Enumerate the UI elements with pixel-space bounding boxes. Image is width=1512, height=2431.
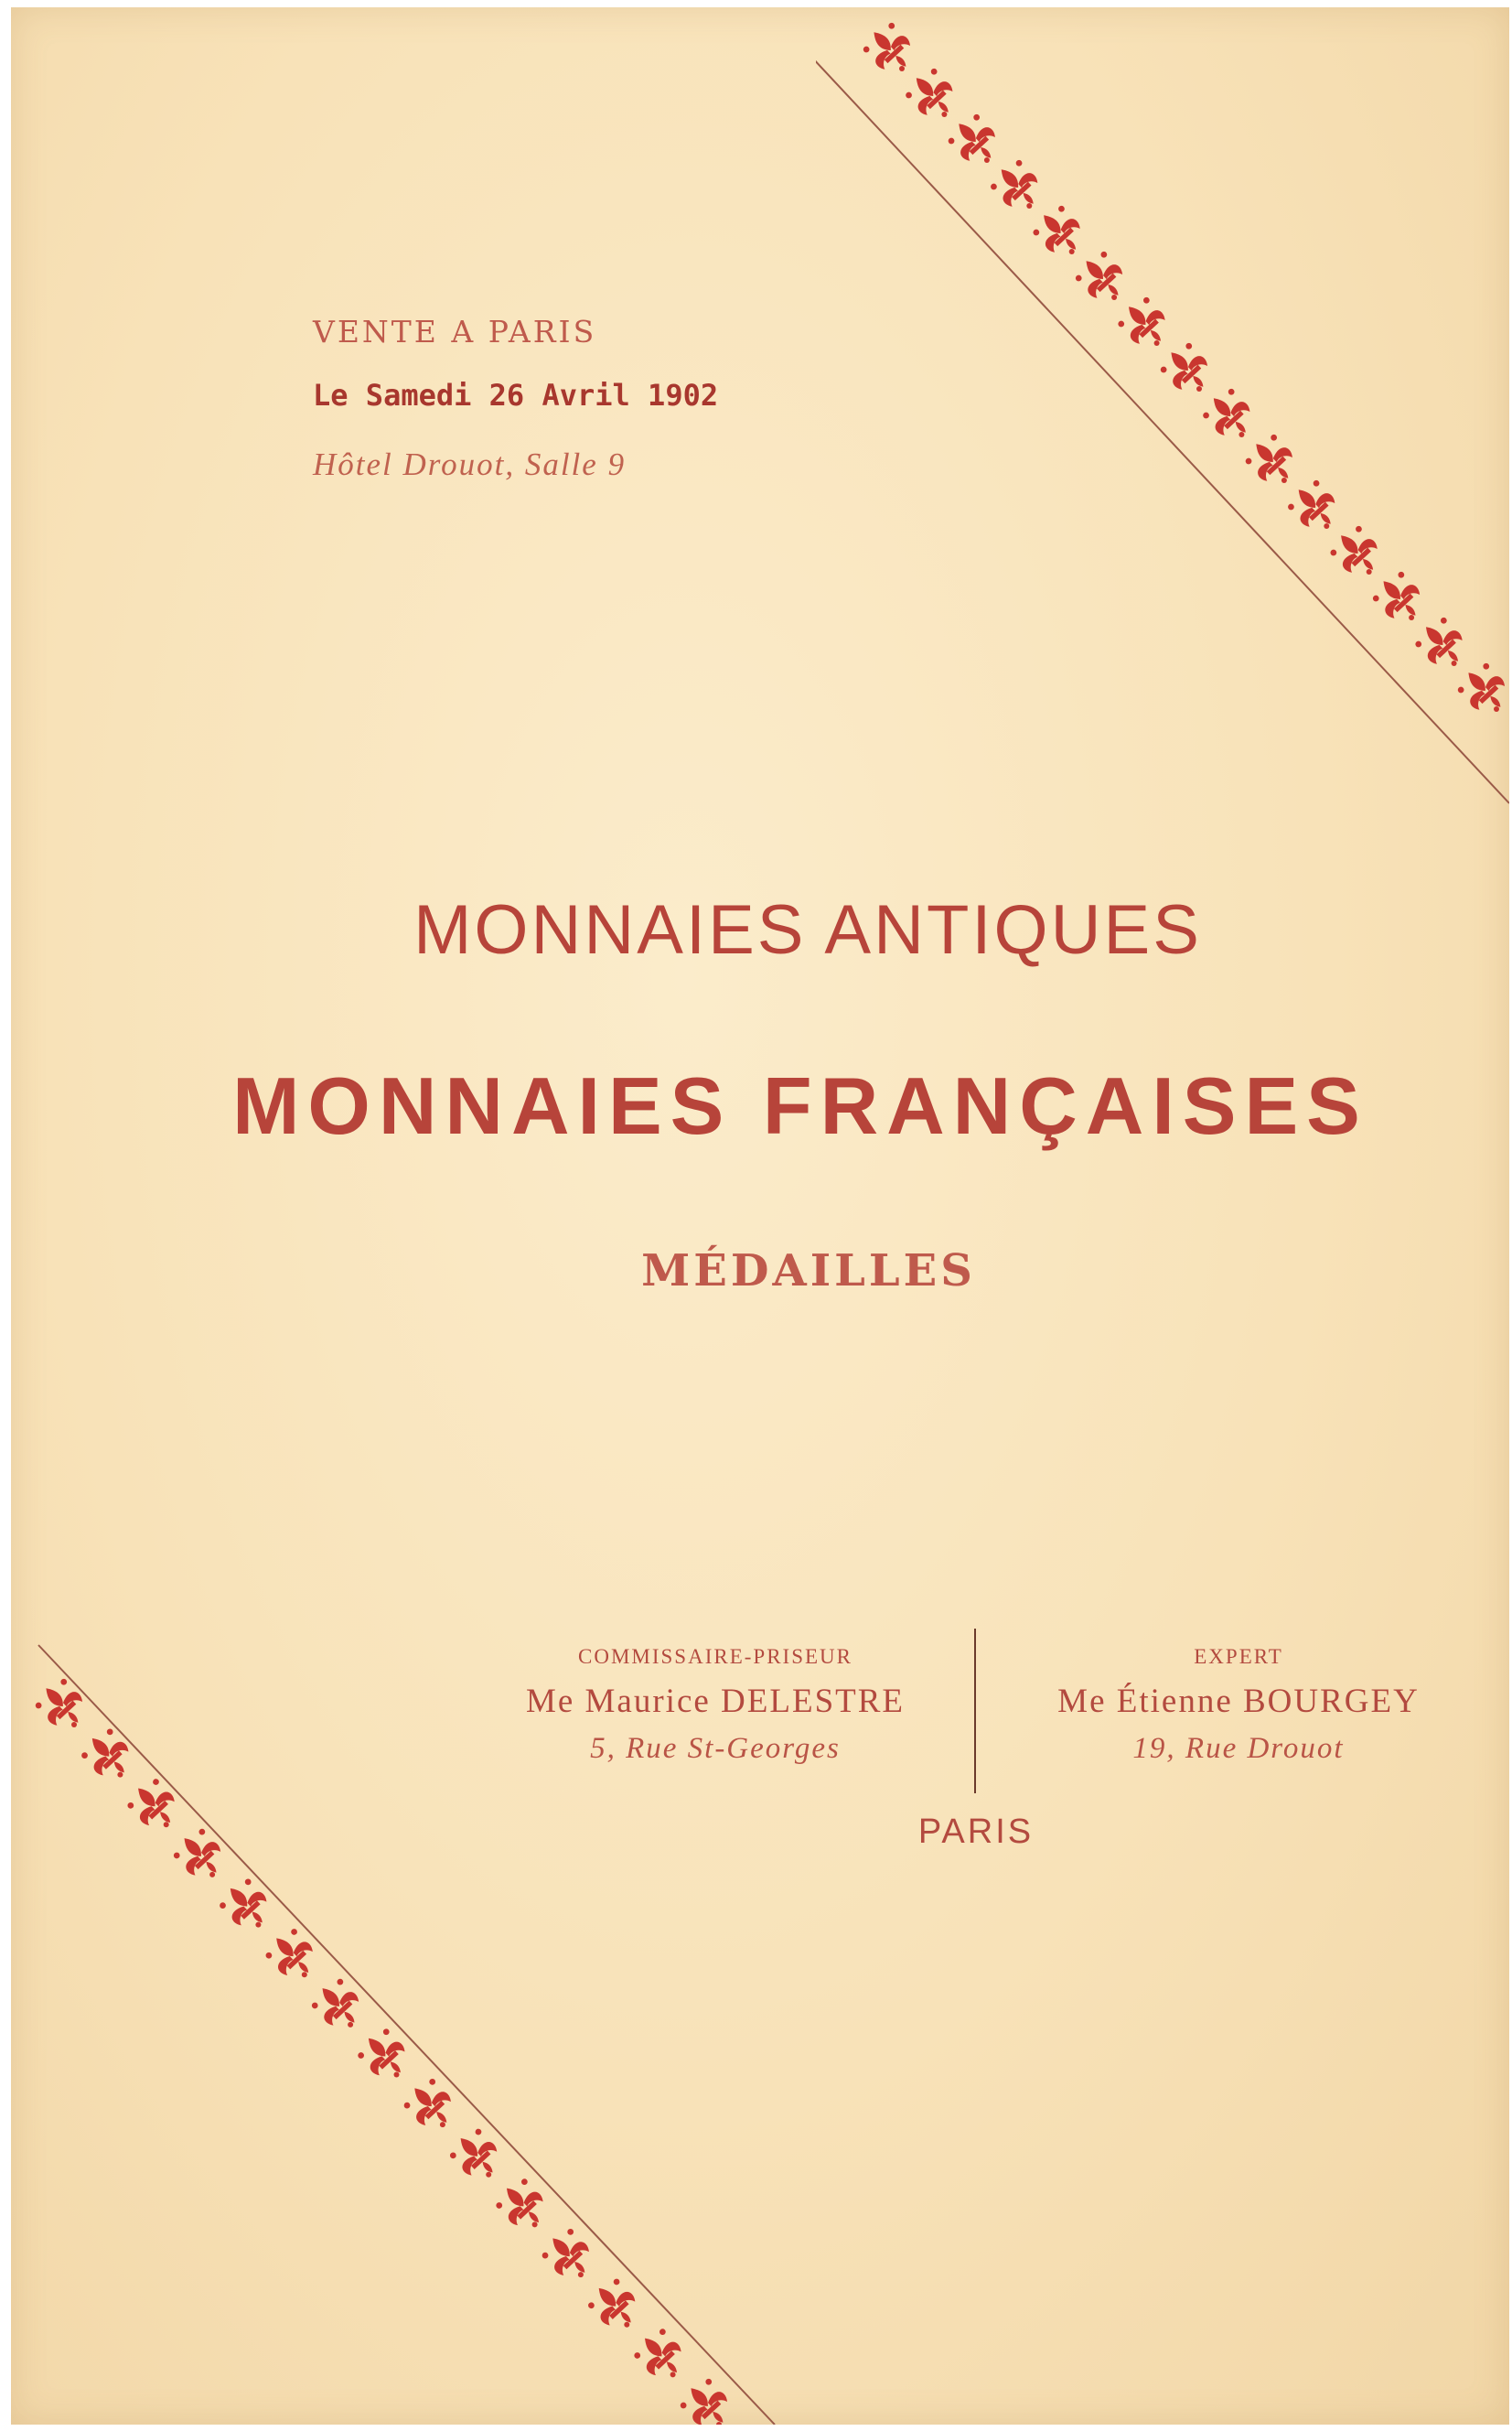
vine-dot-ornament: [899, 66, 905, 71]
fleur-de-lis-ornament: [31, 1674, 93, 1737]
vine-dot-ornament: [1111, 295, 1117, 300]
fleur-de-lis-ornament: [859, 18, 921, 81]
fleur-de-lis-ornament: [216, 1875, 278, 1937]
vine-dot-ornament: [1494, 706, 1499, 712]
vine-dot-ornament: [670, 2372, 676, 2377]
vine-dot-ornament: [486, 2172, 491, 2178]
fleur-de-lis-ornament: [986, 156, 1048, 218]
top-right-fleur-border: [816, 7, 1509, 812]
vine-dot-ornament: [624, 2322, 629, 2328]
fleur-de-lis-ornament: [1241, 430, 1303, 492]
sale-location: VENTE A PARIS: [313, 314, 597, 350]
vine-dot-ornament: [394, 2072, 400, 2078]
vine-dot-ornament: [716, 2422, 722, 2425]
fleur-de-lis-ornament: [1156, 339, 1218, 401]
vine-dot-ornament: [71, 1722, 77, 1727]
vine-dot-ornament: [1069, 249, 1075, 254]
publisher-city: PARIS: [917, 1812, 1035, 1851]
sale-date: Le Samedi 26 Avril 1902: [313, 378, 719, 413]
fleur-de-lis-ornament: [902, 64, 964, 126]
vine-dot-ornament: [1452, 661, 1457, 666]
vine-dot-ornament: [1196, 386, 1202, 392]
fleur-de-lis-ornament: [944, 110, 1006, 172]
title-medailles: MÉDAILLES: [641, 1245, 976, 1296]
vine-dot-ornament: [1026, 203, 1032, 209]
fleur-de-lis-ornament: [1199, 384, 1261, 446]
fleur-de-lis-ornament: [307, 1974, 370, 2037]
vine-dot-ornament: [1281, 478, 1287, 483]
vine-dot-ornament: [1324, 523, 1329, 529]
vine-dot-ornament: [532, 2221, 538, 2227]
vine-dot-ornament: [302, 1972, 307, 1977]
expert-name: Me Étienne BOURGEY: [1057, 1683, 1420, 1720]
fleur-de-lis-ornament: [262, 1924, 324, 1986]
fleur-de-lis-ornament: [630, 2324, 692, 2386]
vine-dot-ornament: [578, 2272, 584, 2277]
fleur-de-lis-ornament: [78, 1725, 140, 1787]
catalogue-cover: [11, 7, 1509, 2425]
title-monnaies-antiques: MONNAIES ANTIQUES: [413, 891, 1202, 969]
fleur-de-lis-ornament: [1071, 247, 1133, 309]
vine-dot-ornament: [984, 157, 990, 163]
fleur-de-lis-ornament: [123, 1774, 186, 1836]
venue: Hôtel Drouot, Salle 9: [313, 446, 627, 482]
fleur-de-lis-ornament: [492, 2174, 554, 2236]
vine-dot-ornament: [1154, 340, 1160, 346]
expert-role: EXPERT: [1194, 1645, 1283, 1668]
fleur-de-lis-ornament: [584, 2275, 646, 2337]
auctioneer-name: Me Maurice DELESTRE: [525, 1683, 906, 1720]
vine-dot-ornament: [440, 2122, 445, 2127]
fleur-de-lis-ornament: [169, 1824, 231, 1887]
vine-dot-ornament: [348, 2022, 353, 2028]
column-divider: [974, 1629, 976, 1793]
fleur-de-lis-ornament: [1326, 522, 1389, 584]
vine-dot-ornament: [164, 1822, 169, 1827]
vine-dot-ornament: [1239, 432, 1244, 437]
vine-dot-ornament: [941, 112, 947, 117]
fleur-de-lis-ornament: [1283, 476, 1346, 538]
auctioneer-address: 5, Rue St-Georges: [590, 1732, 841, 1765]
fleur-de-lis-ornament: [676, 2374, 738, 2425]
fleur-de-lis-ornament: [445, 2124, 508, 2187]
vine-dot-ornament: [1367, 569, 1372, 575]
fleur-de-lis-ornament: [1114, 293, 1176, 355]
fleur-de-lis-ornament: [1411, 613, 1474, 675]
vine-dot-ornament: [255, 1922, 261, 1928]
fleur-de-lis-ornament: [1029, 201, 1091, 264]
fleur-de-lis-ornament: [538, 2224, 600, 2286]
auctioneer-role: COMMISSAIRE-PRISEUR: [578, 1645, 853, 1668]
vine-dot-ornament: [1409, 615, 1414, 620]
fleur-de-lis-ornament: [1453, 659, 1509, 721]
title-monnaies-francaises: MONNAIES FRANÇAISES: [232, 1060, 1368, 1151]
expert-address: 19, Rue Drouot: [1132, 1732, 1345, 1765]
vine-dot-ornament: [117, 1772, 123, 1778]
vine-dot-ornament: [209, 1872, 215, 1877]
fleur-de-lis-ornament: [1368, 567, 1431, 629]
